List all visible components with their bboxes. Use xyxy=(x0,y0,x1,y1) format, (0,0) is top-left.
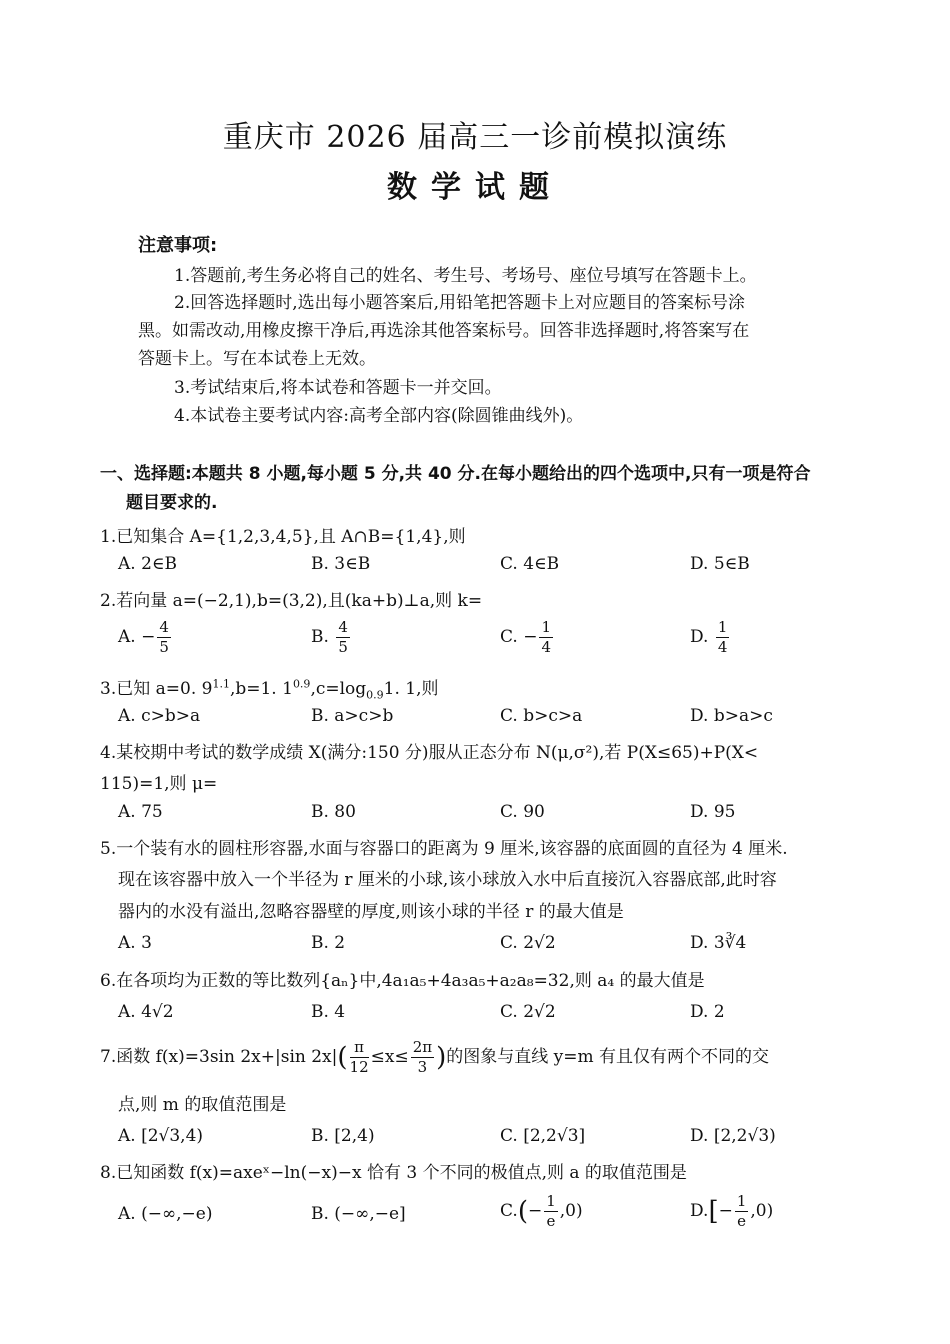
fraction-denominator: e xyxy=(737,1212,747,1230)
minus-sign: − xyxy=(718,1201,733,1221)
question-1-option-c: C. 4∈B xyxy=(500,554,560,574)
question-7-stem xyxy=(100,1040,769,1075)
option-b-label: B. xyxy=(311,627,335,647)
question-4-stem: 4.某校期中考试的数学成绩 X(满分:150 分)服从正态分布 N(μ,σ²),若 P(X≤65)+P(X< xyxy=(100,743,759,763)
stem-part: 的图象与直线 y=m 有且仅有两个不同的交 xyxy=(446,1047,770,1067)
notice-line-2: 2.回答选择题时,选出每小题答案后,用铅笔把答题卡上对应题目的答案标号涂 xyxy=(174,293,746,313)
question-1-option-b: B. 3∈B xyxy=(311,554,371,574)
fraction-numerator: 4 xyxy=(338,618,348,636)
exponent: 0.9 xyxy=(292,677,311,691)
question-3-option-d: D. b>a>c xyxy=(690,706,773,726)
question-5-stem-cont-1: 现在该容器中放入一个半径为 r 厘米的小球,该小球放入水中后直接沉入容器底部,此时容 xyxy=(118,870,777,890)
question-3-option-a: A. c>b>a xyxy=(118,706,201,726)
fraction-denominator: 4 xyxy=(541,638,551,656)
question-4-option-a: A. 75 xyxy=(118,802,163,822)
exam-title: 重庆市 2026 届高三一诊前模拟演练 xyxy=(222,120,728,155)
section-heading-cont: 题目要求的. xyxy=(126,493,218,513)
option-c-label: C. xyxy=(500,1201,518,1221)
stem-part: 3.已知 a=0. 9 xyxy=(100,679,213,699)
question-3-option-c: C. b>c>a xyxy=(500,706,583,726)
question-7-option-d: D. [2,2√3) xyxy=(690,1126,776,1146)
question-8-option-c xyxy=(500,1194,583,1229)
question-5-option-a: A. 3 xyxy=(118,933,152,953)
option-d-label: D. xyxy=(690,627,714,647)
question-1-stem: 1.已知集合 A={1,2,3,4,5},且 A∩B={1,4},则 xyxy=(100,527,466,547)
question-8-stem: 8.已知函数 f(x)=axeˣ−ln(−x)−x 恰有 3 个不同的极值点,则 a 的取值范围是 xyxy=(100,1163,687,1183)
option-c-label: C. − xyxy=(500,627,538,647)
paren: ) xyxy=(436,1042,447,1073)
paren: ( xyxy=(337,1042,348,1073)
question-7-stem-cont: 点,则 m 的取值范围是 xyxy=(118,1095,287,1115)
question-7-option-a: A. [2√3,4) xyxy=(118,1126,204,1146)
question-7-option-c: C. [2,2√3] xyxy=(500,1126,586,1146)
section-heading: 一、选择题:本题共 8 小题,每小题 5 分,共 40 分.在每小题给出的四个选项中,只有一项是符合 xyxy=(100,464,811,484)
question-2-stem: 2.若向量 a=(−2,1),b=(3,2),且(ka+b)⊥a,则 k= xyxy=(100,591,483,611)
question-1-option-a: A. 2∈B xyxy=(118,554,177,574)
fraction-numerator: 1 xyxy=(736,1192,747,1210)
fraction xyxy=(157,620,171,655)
fraction-numerator: π xyxy=(350,1040,369,1058)
fraction xyxy=(350,1040,369,1075)
fraction-numerator: 2π xyxy=(412,1038,433,1056)
fraction xyxy=(544,1194,558,1229)
paren: ( xyxy=(517,1196,528,1227)
question-8-option-a: A. (−∞,−e) xyxy=(118,1204,213,1224)
fraction-numerator: 4 xyxy=(159,618,169,636)
notice-line-4: 答题卡上。写在本试卷上无效。 xyxy=(138,349,376,369)
question-7-option-b: B. [2,4) xyxy=(311,1126,375,1146)
minus-sign: − xyxy=(527,1201,543,1221)
fraction-denominator: 5 xyxy=(159,638,169,656)
option-a-label: A. − xyxy=(118,627,156,647)
question-4-stem-cont: 115)=1,则 μ= xyxy=(100,774,218,794)
question-2-option-b xyxy=(311,620,352,655)
question-3-stem xyxy=(100,674,439,701)
question-5-stem-cont-2: 器内的水没有溢出,忽略容器壁的厚度,则该小球的半径 r 的最大值是 xyxy=(118,902,624,922)
question-6-option-b: B. 4 xyxy=(311,1002,346,1022)
question-3-option-b: B. a>c>b xyxy=(311,706,394,726)
notice-line-5: 3.考试结束后,将本试卷和答题卡一并交回。 xyxy=(174,378,502,398)
fraction-denominator: e xyxy=(546,1212,556,1230)
fraction xyxy=(411,1040,434,1075)
stem-part: ,0) xyxy=(750,1201,774,1221)
question-4-option-d: D. 95 xyxy=(690,802,736,822)
stem-part: 7.函数 f(x)=3sin 2x+|sin 2x| xyxy=(100,1047,338,1067)
fraction xyxy=(336,620,350,655)
notice-line-6: 4.本试卷主要考试内容:高考全部内容(除圆锥曲线外)。 xyxy=(174,406,584,426)
fraction-denominator: 4 xyxy=(717,638,728,656)
question-4-option-b: B. 80 xyxy=(311,802,356,822)
stem-part: ≤x≤ xyxy=(370,1047,409,1067)
question-8-option-b: B. (−∞,−e] xyxy=(311,1204,406,1224)
fraction-denominator: 3 xyxy=(417,1058,428,1076)
stem-part: ,c=log xyxy=(310,679,367,699)
notice-line-1: 1.答题前,考生务必将自己的姓名、考生号、考场号、座位号填写在答题卡上。 xyxy=(174,266,757,286)
question-6-option-c: C. 2√2 xyxy=(500,1002,556,1022)
question-8-option-d xyxy=(690,1194,773,1229)
fraction-numerator: 1 xyxy=(541,618,551,636)
fraction xyxy=(716,620,730,655)
exam-subtitle: 数学试题 xyxy=(387,170,563,205)
fraction-numerator: 1 xyxy=(717,618,728,636)
question-4-option-c: C. 90 xyxy=(500,802,545,822)
fraction xyxy=(539,620,553,655)
fraction-denominator: 12 xyxy=(349,1058,369,1076)
notice-line-3: 黑。如需改动,用橡皮擦干净后,再选涂其他答案标号。回答非选择题时,将答案写在 xyxy=(138,321,750,341)
fraction-denominator: 5 xyxy=(338,638,348,656)
question-5-option-d: D. 3∛4 xyxy=(690,933,747,953)
stem-part: ,b=1. 1 xyxy=(229,679,293,699)
question-6-option-d: D. 2 xyxy=(690,1002,725,1022)
fraction-numerator: 1 xyxy=(546,1192,556,1210)
exponent: 1.1 xyxy=(212,677,230,691)
question-2-option-a xyxy=(118,620,173,655)
question-2-option-d xyxy=(690,620,731,655)
question-5-option-b: B. 2 xyxy=(311,933,346,953)
fraction xyxy=(735,1194,749,1229)
option-d-label: D. xyxy=(690,1201,709,1221)
question-5-stem: 5.一个装有水的圆柱形容器,水面与容器口的距离为 9 厘米,该容器的底面圆的直径为 4 厘米. xyxy=(100,839,788,859)
stem-part: 1. 1,则 xyxy=(383,679,439,699)
bracket: [ xyxy=(708,1196,719,1227)
log-base: 0.9 xyxy=(366,688,384,702)
question-6-stem: 6.在各项均为正数的等比数列{aₙ}中,4a₁a₅+4a₃a₅+a₂a₈=32,则 a₄ 的最大值是 xyxy=(100,971,705,991)
question-6-option-a: A. 4√2 xyxy=(118,1002,174,1022)
stem-part: ,0) xyxy=(559,1201,583,1221)
notice-heading: 注意事项: xyxy=(138,235,218,256)
question-5-option-c: C. 2√2 xyxy=(500,933,556,953)
question-1-option-d: D. 5∈B xyxy=(690,554,750,574)
question-2-option-c xyxy=(500,620,555,655)
